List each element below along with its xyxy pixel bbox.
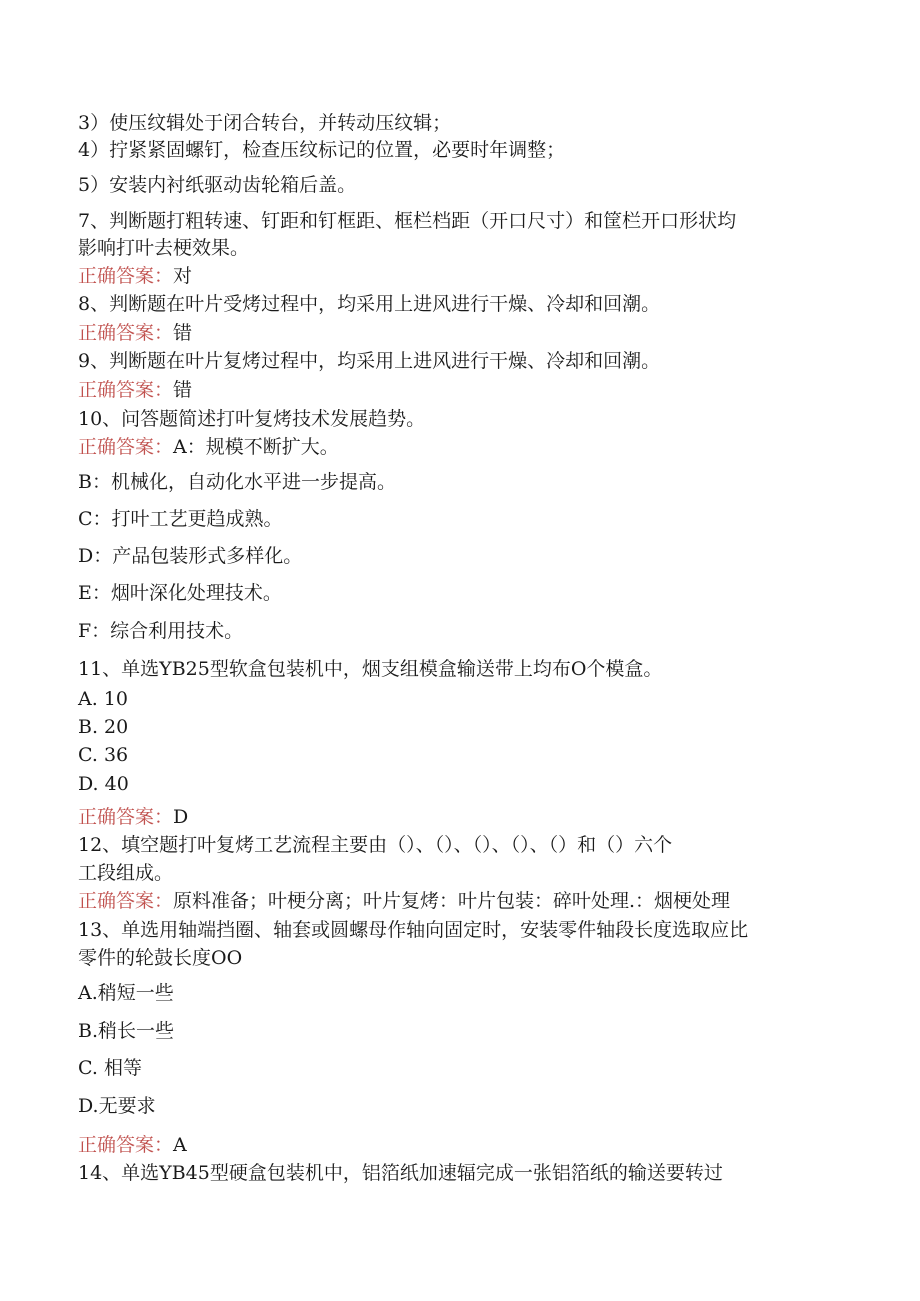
answer-label: 正确答案：	[78, 890, 174, 912]
question-14: 14、单选YB45型硬盒包装机中，铝箔纸加速辐完成一张铝箔纸的输送要转过	[78, 1162, 723, 1184]
question-7-line-2: 影响打叶去梗效果。	[78, 237, 250, 259]
answer-7: 正确答案：对	[78, 265, 193, 287]
line-1: 3）使压纹辑处于闭合转台，并转动压纹辑；	[78, 112, 452, 134]
option-11-d: D. 40	[78, 773, 129, 795]
answer-label: 正确答案：	[78, 806, 174, 828]
question-8: 8、判断题在叶片受烤过程中，均采用上进风进行干燥、冷却和回潮。	[78, 293, 661, 315]
answer-9: 正确答案：错	[78, 379, 193, 401]
answer-label: 正确答案：	[78, 322, 174, 344]
answer-10-c: C：打叶工艺更趋成熟。	[78, 508, 283, 530]
answer-10-e: E：烟叶深化处理技术。	[78, 582, 282, 604]
question-10: 10、问答题简述打叶复烤技术发展趋势。	[78, 408, 426, 430]
answer-8: 正确答案：错	[78, 322, 193, 344]
question-9: 9、判断题在叶片复烤过程中，均采用上进风进行干燥、冷却和回潮。	[78, 350, 661, 372]
question-12-line-1: 12、填空题打叶复烤工艺流程主要由（）、（）、（）、（）、（）和（）六个	[78, 834, 673, 856]
option-11-b: B. 20	[78, 716, 129, 738]
answer-label: 正确答案：	[78, 1134, 174, 1156]
answer-label: 正确答案：	[78, 265, 174, 287]
option-13-c: C. 相等	[78, 1057, 142, 1079]
question-12-line-2: 工段组成。	[78, 862, 174, 884]
option-13-b: B.稍长一些	[78, 1020, 175, 1042]
option-11-a: A. 10	[78, 688, 128, 710]
question-13-line-2: 零件的轮鼓长度OO	[78, 947, 243, 969]
question-7-line-1: 7、判断题打粗转速、钉距和钉框距、框栏档距（开口尺寸）和筐栏开口形状均	[78, 210, 737, 232]
answer-12: 正确答案：原料准备；叶梗分离；叶片复烤：叶片包装：碎叶处理.：烟梗处理	[78, 890, 731, 912]
option-11-c: C. 36	[78, 744, 129, 766]
answer-10-f: F：综合利用技术。	[78, 620, 244, 642]
answer-13: 正确答案：A	[78, 1134, 187, 1156]
line-2: 4）拧紧紧固螺钉，检查压纹标记的位置，必要时年调整；	[78, 139, 566, 161]
option-13-d: D.无要求	[78, 1095, 156, 1117]
answer-11: 正确答案：D	[78, 806, 189, 828]
answer-10-d: D：产品包装形式多样化。	[78, 545, 303, 567]
option-13-a: A.稍短一些	[78, 982, 174, 1004]
answer-label: 正确答案：	[78, 379, 174, 401]
answer-10-b: B：机械化，自动化水平进一步提高。	[78, 471, 396, 493]
question-13-line-1: 13、单选用轴端挡圈、轴套或圆螺母作轴向固定时，安装零件轴段长度选取应比	[78, 919, 749, 941]
answer-label: 正确答案：	[78, 436, 174, 458]
question-11: 11、单选YB25型软盒包装机中，烟支组模盒输送带上均布O个模盒。	[78, 658, 663, 680]
line-3: 5）安装内衬纸驱动齿轮箱后盖。	[78, 174, 357, 196]
answer-10: 正确答案：A：规模不断扩大。	[78, 436, 339, 458]
